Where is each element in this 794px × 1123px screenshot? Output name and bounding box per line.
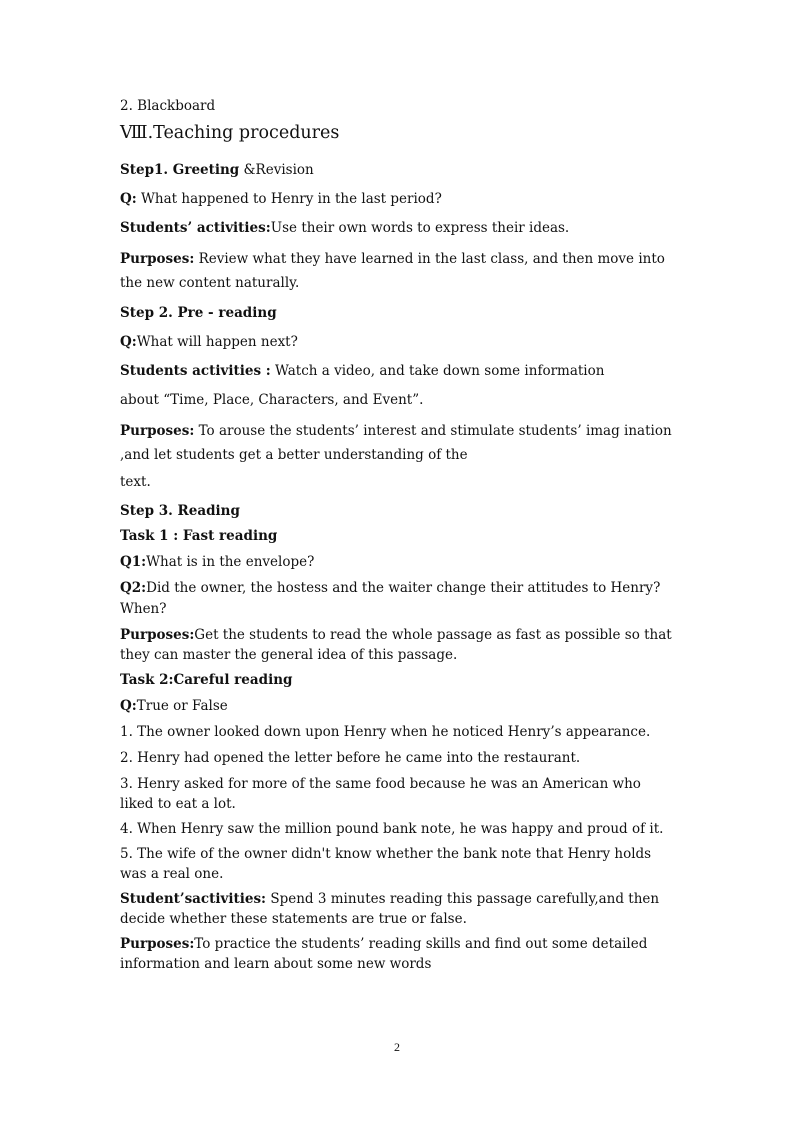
activities-text: Watch a video, and take down some information bbox=[270, 363, 605, 379]
statement-item: 3. Henry asked for more of the same food because he was an American who liked to eat a lot. bbox=[120, 776, 641, 812]
activities-text: Spend 3 minutes reading this passage carefully,and then decide whether these statements are true or false. bbox=[120, 891, 660, 927]
question bbox=[120, 552, 676, 573]
question bbox=[120, 332, 676, 353]
page-content bbox=[120, 96, 676, 974]
question-text: What will happen next? bbox=[136, 334, 298, 350]
activities-continuation: about “Time, Place, Characters, and Event”. bbox=[120, 392, 424, 408]
purposes bbox=[120, 419, 676, 467]
purposes-label: Purposes: bbox=[120, 251, 195, 267]
students-activities bbox=[120, 889, 676, 929]
purposes-label: Purposes: bbox=[120, 936, 195, 952]
question bbox=[120, 696, 676, 717]
question-label: Q: bbox=[120, 698, 137, 714]
question-text: True or False bbox=[136, 698, 228, 714]
statement-item: 4. When Henry saw the million pound bank note, he was happy and proud of it. bbox=[120, 821, 664, 837]
step-heading: Step 2. Pre - reading bbox=[120, 305, 277, 321]
question bbox=[120, 189, 676, 210]
purposes bbox=[120, 247, 676, 295]
purposes-text: To practice the students’ reading skills and find out some detailed information and learn about some new words bbox=[120, 936, 648, 972]
step-label: Step1. Greeting bbox=[120, 162, 240, 178]
question-text: What is in the envelope? bbox=[146, 554, 315, 570]
question-text: Did the owner, the hostess and the waiter change their attitudes to Henry? When? bbox=[120, 580, 661, 617]
students-activities bbox=[120, 218, 676, 239]
students-activities bbox=[120, 361, 676, 382]
activities-text: Use their own words to express their ideas. bbox=[270, 220, 570, 236]
purposes bbox=[120, 934, 676, 974]
question bbox=[120, 578, 676, 620]
section-heading: Ⅷ.Teaching procedures bbox=[120, 123, 340, 143]
task-heading: Task 1 : Fast reading bbox=[120, 528, 278, 544]
statement-item: 5. The wife of the owner didn't know whether the bank note that Henry holds was a real one. bbox=[120, 846, 652, 882]
question-label: Q1: bbox=[120, 554, 147, 570]
purposes-text: To arouse the students’ interest and stimulate students’ imag ination ,and let students get a better understanding of the bbox=[120, 423, 672, 463]
question-label: Q: bbox=[120, 191, 137, 207]
question-label: Q2: bbox=[120, 580, 147, 596]
step-heading: Step 3. Reading bbox=[120, 503, 240, 519]
purposes bbox=[120, 625, 676, 665]
page-number: 2 bbox=[394, 1040, 400, 1054]
activities-label: Students’ activities: bbox=[120, 220, 271, 236]
statement-item: 1. The owner looked down upon Henry when he noticed Henry’s appearance. bbox=[120, 724, 651, 740]
purposes-continuation: text. bbox=[120, 474, 151, 490]
step-label-rest: &Revision bbox=[239, 162, 314, 178]
question-label: Q: bbox=[120, 334, 137, 350]
purposes-text: Get the students to read the whole passage as fast as possible so that they can master the general idea of this passage. bbox=[120, 627, 672, 663]
purposes-label: Purposes: bbox=[120, 423, 195, 439]
statement-item: 2. Henry had opened the letter before he came into the restaurant. bbox=[120, 750, 581, 766]
list-item: 2. Blackboard bbox=[120, 98, 216, 114]
step-heading bbox=[120, 160, 676, 181]
activities-label: Students activities : bbox=[120, 363, 271, 379]
task-heading: Task 2:Careful reading bbox=[120, 672, 293, 688]
question-text: What happened to Henry in the last period? bbox=[136, 191, 442, 207]
activities-label: Student’sactivities: bbox=[120, 891, 267, 907]
purposes-text: Review what they have learned in the last class, and then move into the new content naturally. bbox=[120, 251, 665, 291]
purposes-label: Purposes: bbox=[120, 627, 195, 643]
